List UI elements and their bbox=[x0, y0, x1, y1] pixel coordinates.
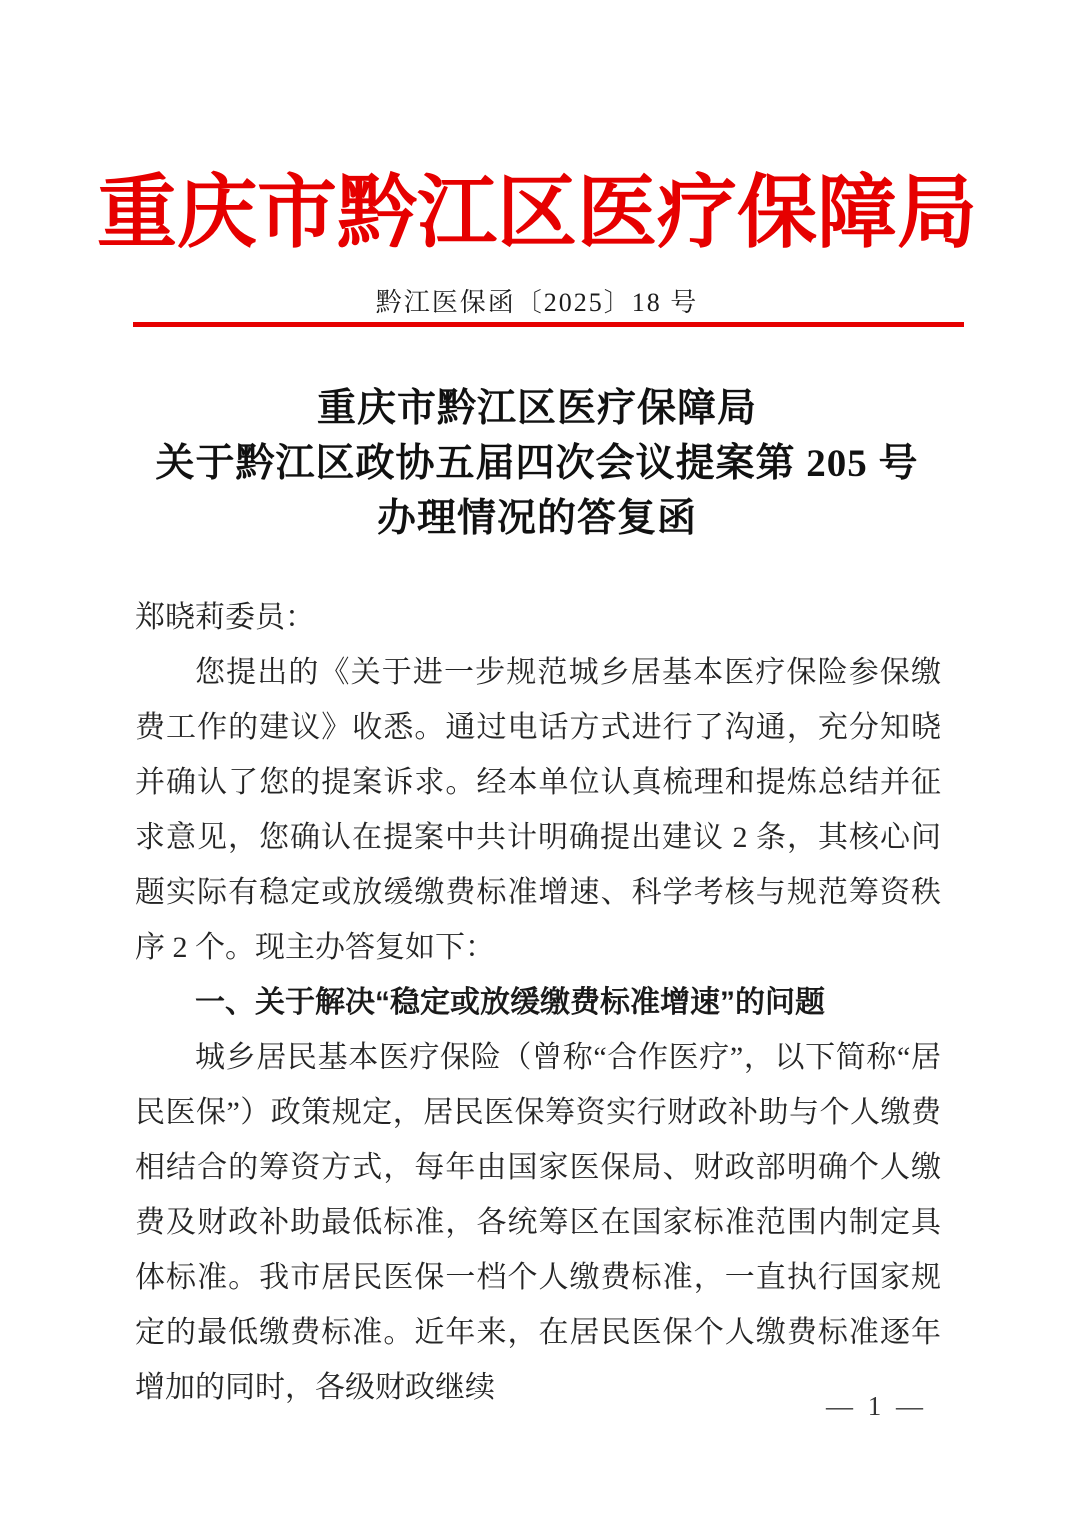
document-number: 黔江医保函〔2025〕18 号 bbox=[375, 288, 699, 317]
title-line-2: 关于黔江区政协五届四次会议提案第 205 号 bbox=[155, 442, 919, 485]
letterhead-org-name: 重庆市黔江区医疗保障局 bbox=[97, 170, 977, 258]
paragraph-intro: 您提出的《关于进一步规范城乡居基本医疗保险参保缴费工作的建议》收悉。通过电话方式进行了沟通，充分知晓并确认了您的提案诉求。经本单位认真梳理和提炼总结并征求意见，您确认在提案中共计明确提出建议 2 条，其核心问题实际有稳定或放缓缴费标准增速、科学考核与规范筹资秩序 2 个。现主办答复如下： bbox=[135, 656, 941, 964]
section-1-heading: 一、关于解决“稳定或放缓缴费标准增速”的问题 bbox=[195, 986, 825, 1019]
title-line-1: 重庆市黔江区医疗保障局 bbox=[316, 387, 757, 430]
page-number: — 1 — bbox=[826, 1391, 927, 1421]
title-line-3: 办理情况的答复函 bbox=[376, 497, 697, 540]
letter-body bbox=[135, 590, 941, 1415]
salutation: 郑晓莉委员： bbox=[135, 601, 315, 634]
document-title bbox=[0, 381, 1074, 546]
paragraph-section-1: 城乡居民基本医疗保险（曾称“合作医疗”，以下简称“居民医保”）政策规定，居民医保筹资实行财政补助与个人缴费相结合的筹资方式，每年由国家医保局、财政部明确个人缴费及财政补助最低标准，各统筹区在国家标准范围内制定具体标准。我市居民医保一档个人缴费标准，一直执行国家规定的最低缴费标准。近年来，在居民医保个人缴费标准逐年增加的同时，各级财政继续 bbox=[135, 1041, 941, 1404]
red-divider-line bbox=[133, 322, 964, 327]
